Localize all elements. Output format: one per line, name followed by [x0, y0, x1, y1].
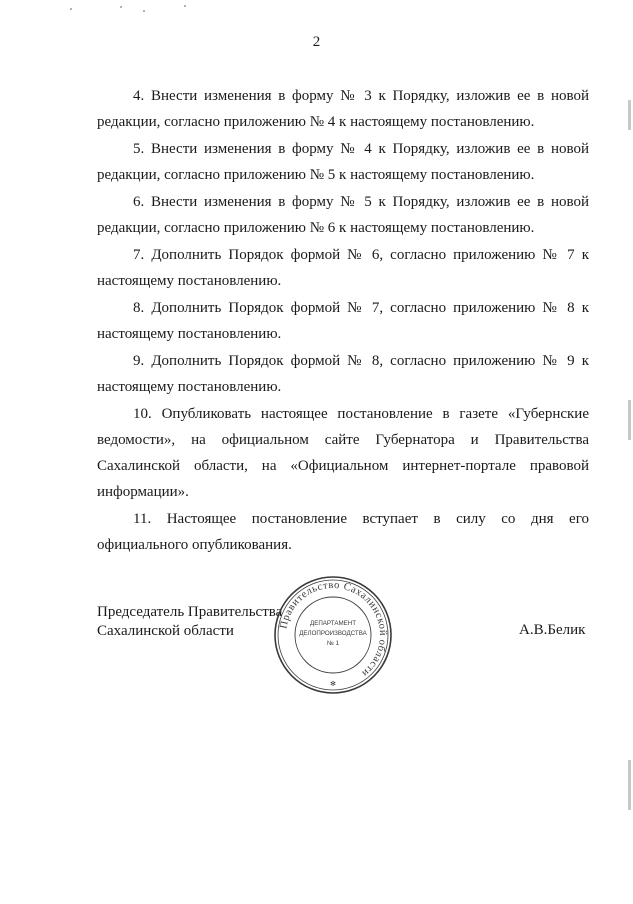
- scan-edge-mark: [628, 760, 631, 810]
- scan-speck: [120, 6, 122, 8]
- paragraph-11: 11. Настоящее постановление вступает в силу со дня его официального опубликования.: [97, 511, 589, 553]
- scan-speck: [184, 5, 186, 7]
- document-body: [97, 83, 589, 559]
- signatory-position: [97, 603, 282, 641]
- paragraph-8: 8. Дополнить Порядок формой № 7, согласно приложению № 8 к настоящему постановлению.: [97, 300, 589, 342]
- paragraph-9: 9. Дополнить Порядок формой № 8, согласно приложению № 9 к настоящему постановлению.: [97, 353, 589, 395]
- scan-speck: [70, 8, 72, 10]
- paragraph-10: 10. Опубликовать настоящее постановление в газете «Губернские ведомости», на официальном сайте Губернатора и Правительства Сахалинской области, на «Официальном интернет-портале правовой информации».: [97, 406, 589, 500]
- stamp-inner-line3: № 1: [326, 640, 340, 647]
- stamp-star-icon: ✻: [330, 680, 336, 688]
- paragraph-7: 7. Дополнить Порядок формой № 6, согласно приложению № 7 к настоящему постановлению.: [97, 247, 589, 289]
- scan-edge-mark: [628, 100, 631, 130]
- signatory-position-line2: Сахалинской области: [97, 623, 234, 639]
- paragraph-6: 6. Внести изменения в форму № 5 к Порядку, изложив ее в новой редакции, согласно приложению № 6 к настоящему постановлению.: [97, 194, 589, 236]
- official-seal-stamp: [272, 574, 394, 696]
- signatory-position-line1: Председатель Правительства: [97, 604, 283, 620]
- paragraph-5: 5. Внести изменения в форму № 4 к Порядку, изложив ее в новой редакции, согласно приложению № 5 к настоящему постановлению.: [97, 141, 589, 183]
- stamp-inner-line1: ДЕПАРТАМЕНТ: [310, 620, 356, 627]
- stamp-ring-text: Правительство Сахалинской области: [278, 579, 389, 679]
- scan-edge-mark: [628, 400, 631, 440]
- page-number: 2: [312, 34, 321, 50]
- stamp-inner-line2: ДЕЛОПРОИЗВОДСТВА: [299, 630, 367, 637]
- signatory-name: А.В.Белик: [519, 622, 586, 638]
- scan-speck: [143, 10, 145, 12]
- paragraph-4: 4. Внести изменения в форму № 3 к Порядку, изложив ее в новой редакции, согласно приложению № 4 к настоящему постановлению.: [97, 88, 589, 130]
